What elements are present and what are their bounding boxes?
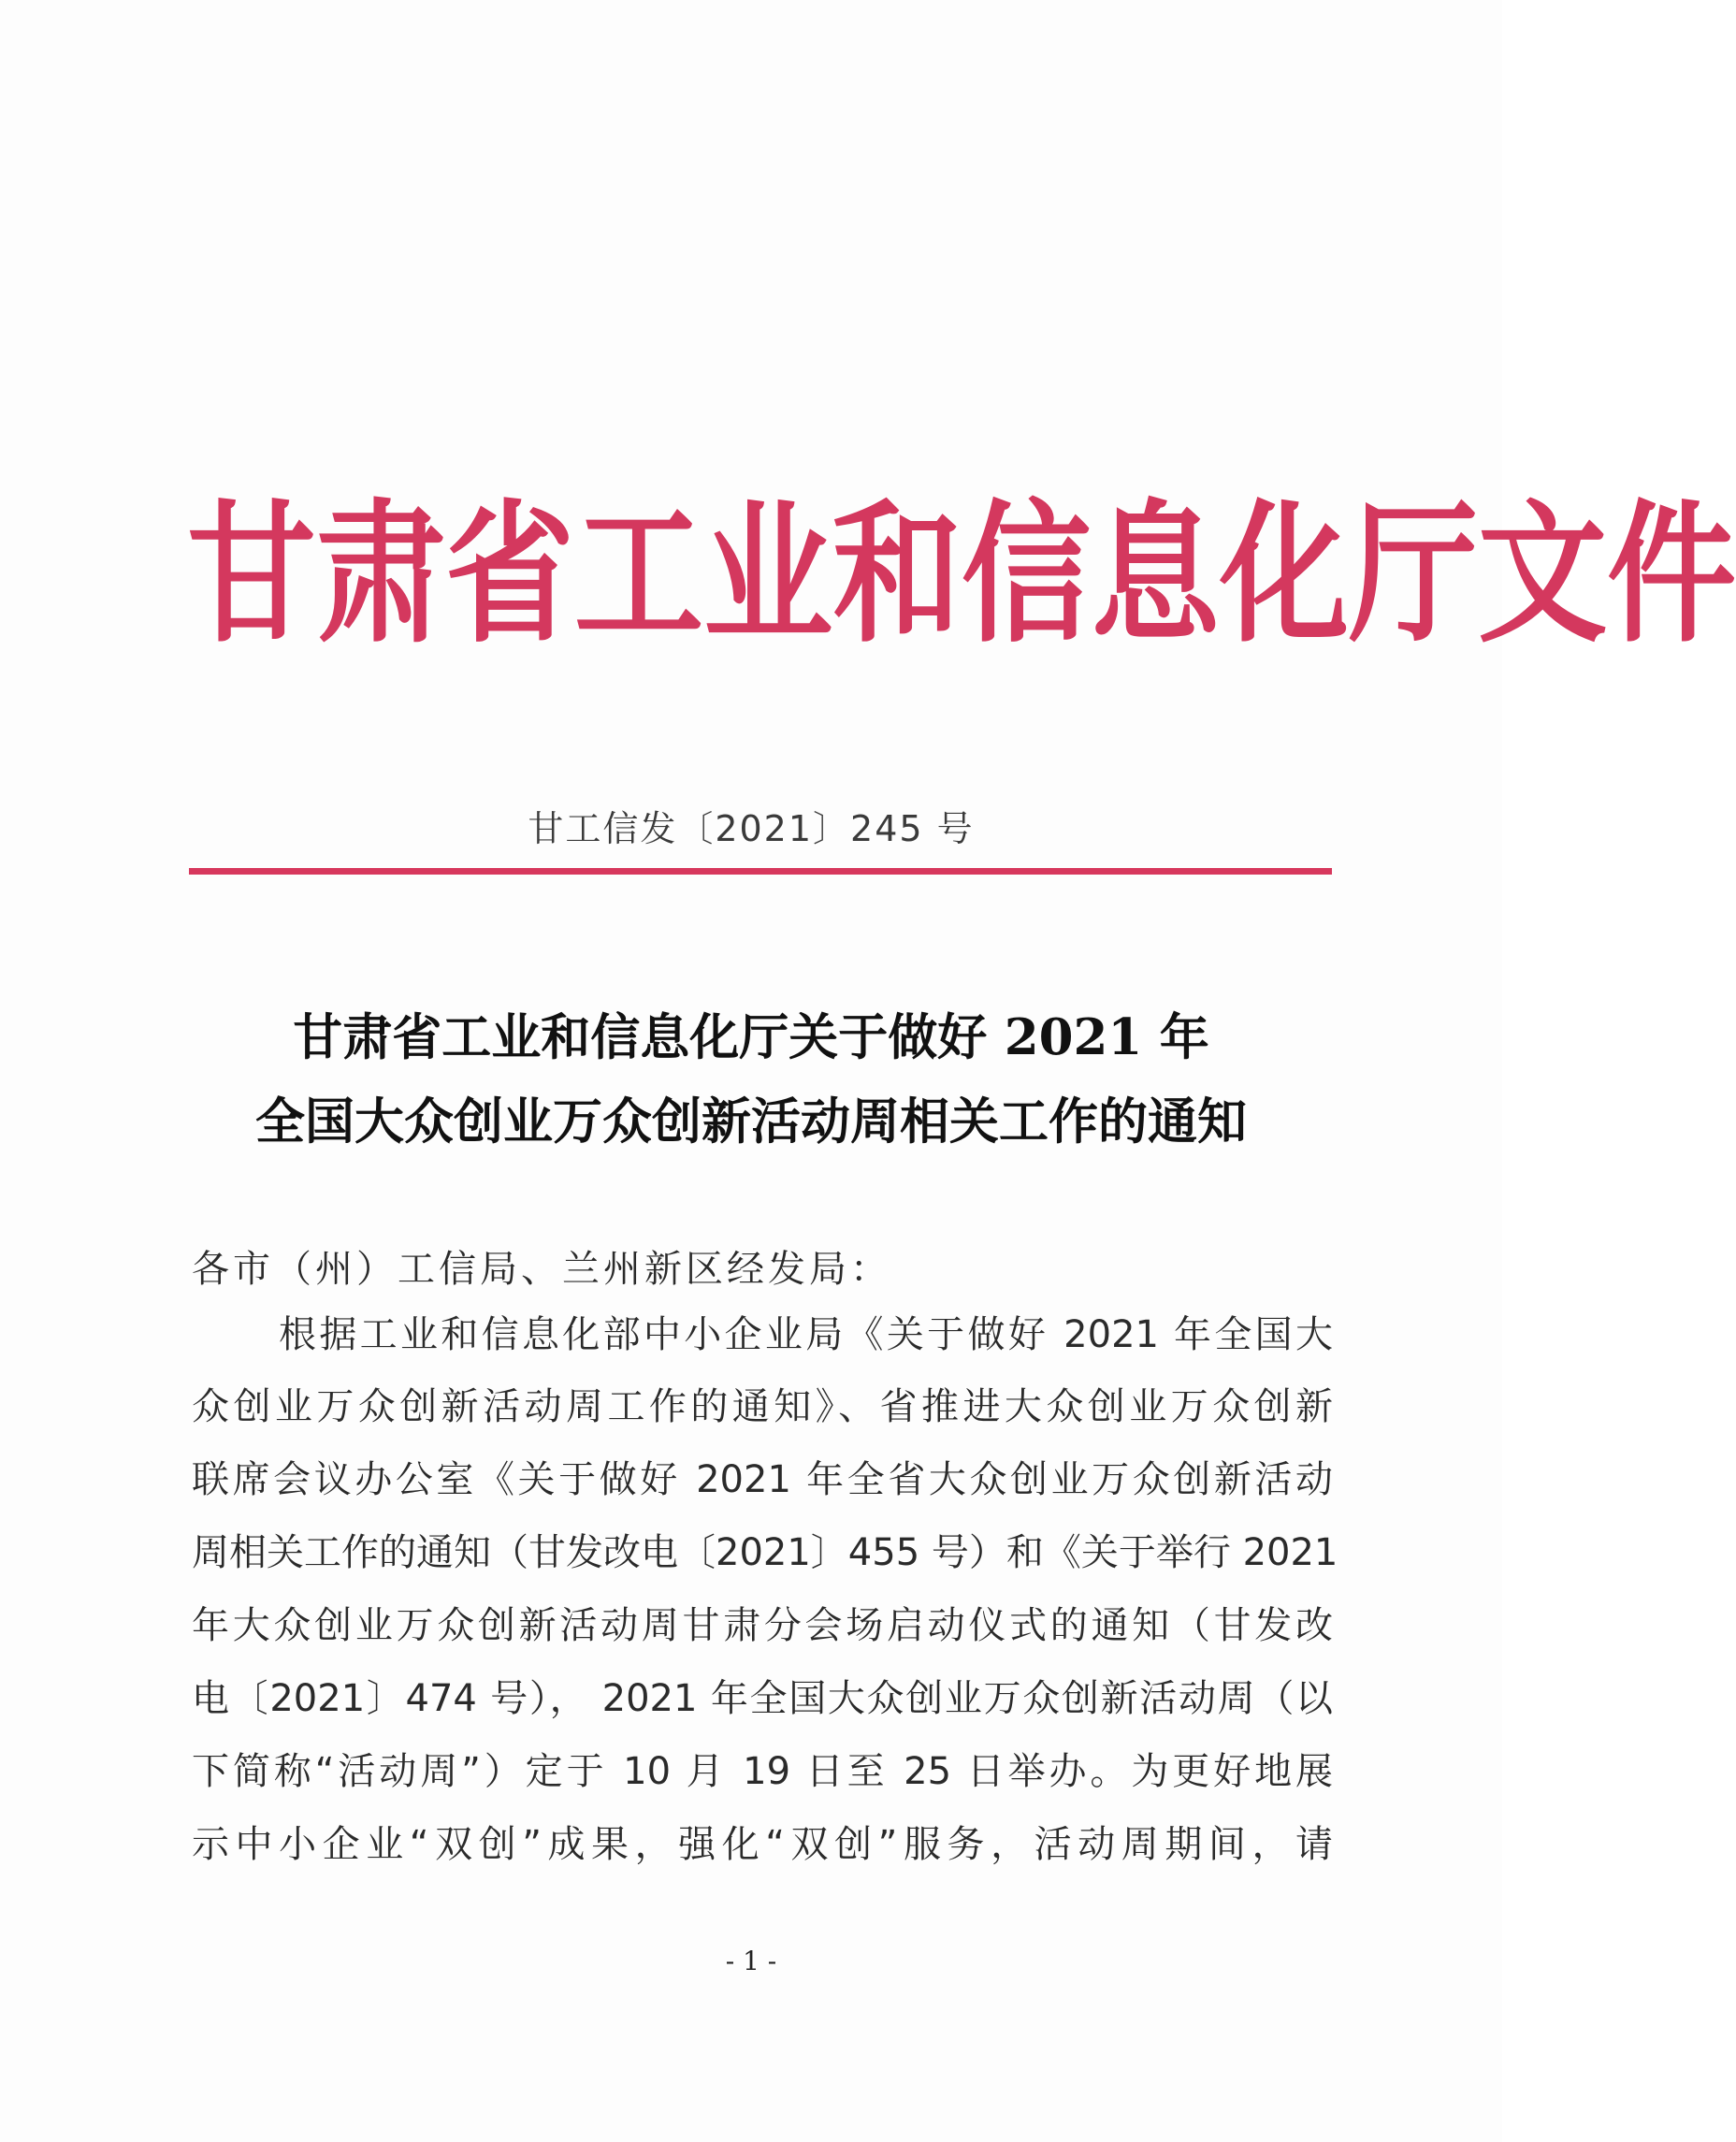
- body-line: 联席会议办公室《关于做好 2021 年全省大众创业万众创新活动: [192, 1458, 1333, 1501]
- header-char: 肃: [316, 485, 446, 664]
- body-line: 年大众创业万众创新活动周甘肃分会场启动仪式的通知（甘发改: [192, 1604, 1333, 1647]
- salutation: 各市（州）工信局、兰州新区经发局：: [192, 1248, 891, 1291]
- red-divider-line: [189, 868, 1332, 875]
- document-title-line-1: 甘肃省工业和信息化厅关于做好 2021 年: [293, 1008, 1209, 1066]
- header-char: 省: [445, 485, 575, 664]
- header-char: 厅: [1349, 485, 1479, 664]
- header-char: 息: [1091, 485, 1221, 664]
- header-char: 工: [574, 485, 704, 664]
- body-line: 周相关工作的通知（甘发改电〔2021〕455 号）和《关于举行 2021: [192, 1531, 1338, 1574]
- page-number: - 1 -: [725, 1946, 777, 1976]
- header-char: 文: [1478, 485, 1608, 664]
- header-char: 化: [1220, 485, 1350, 664]
- header-char: 信: [962, 485, 1092, 664]
- header-char: 甘: [187, 485, 317, 664]
- document-number: 甘工信发〔2021〕245 号: [528, 808, 975, 849]
- body-line: 根据工业和信息化部中小企业局《关于做好 2021 年全国大: [279, 1313, 1333, 1356]
- header-char: 和: [832, 485, 962, 664]
- header-char: 件: [1607, 485, 1736, 664]
- body-line: 示中小企业“双创”成果，强化“双创”服务，活动周期间，请: [192, 1823, 1333, 1866]
- issuing-authority-header: [187, 465, 1736, 686]
- body-line: 众创业万众创新活动周工作的通知》、省推进大众创业万众创新: [192, 1385, 1333, 1428]
- body-line: 电〔2021〕474 号）， 2021 年全国大众创业万众创新活动周（以: [192, 1677, 1333, 1720]
- body-line: 下简称“活动周”）定于 10 月 19 日至 25 日举办。为更好地展: [192, 1750, 1333, 1793]
- header-char: 业: [703, 485, 833, 664]
- document-title-line-2: 全国大众创业万众创新活动周相关工作的通知: [255, 1093, 1247, 1151]
